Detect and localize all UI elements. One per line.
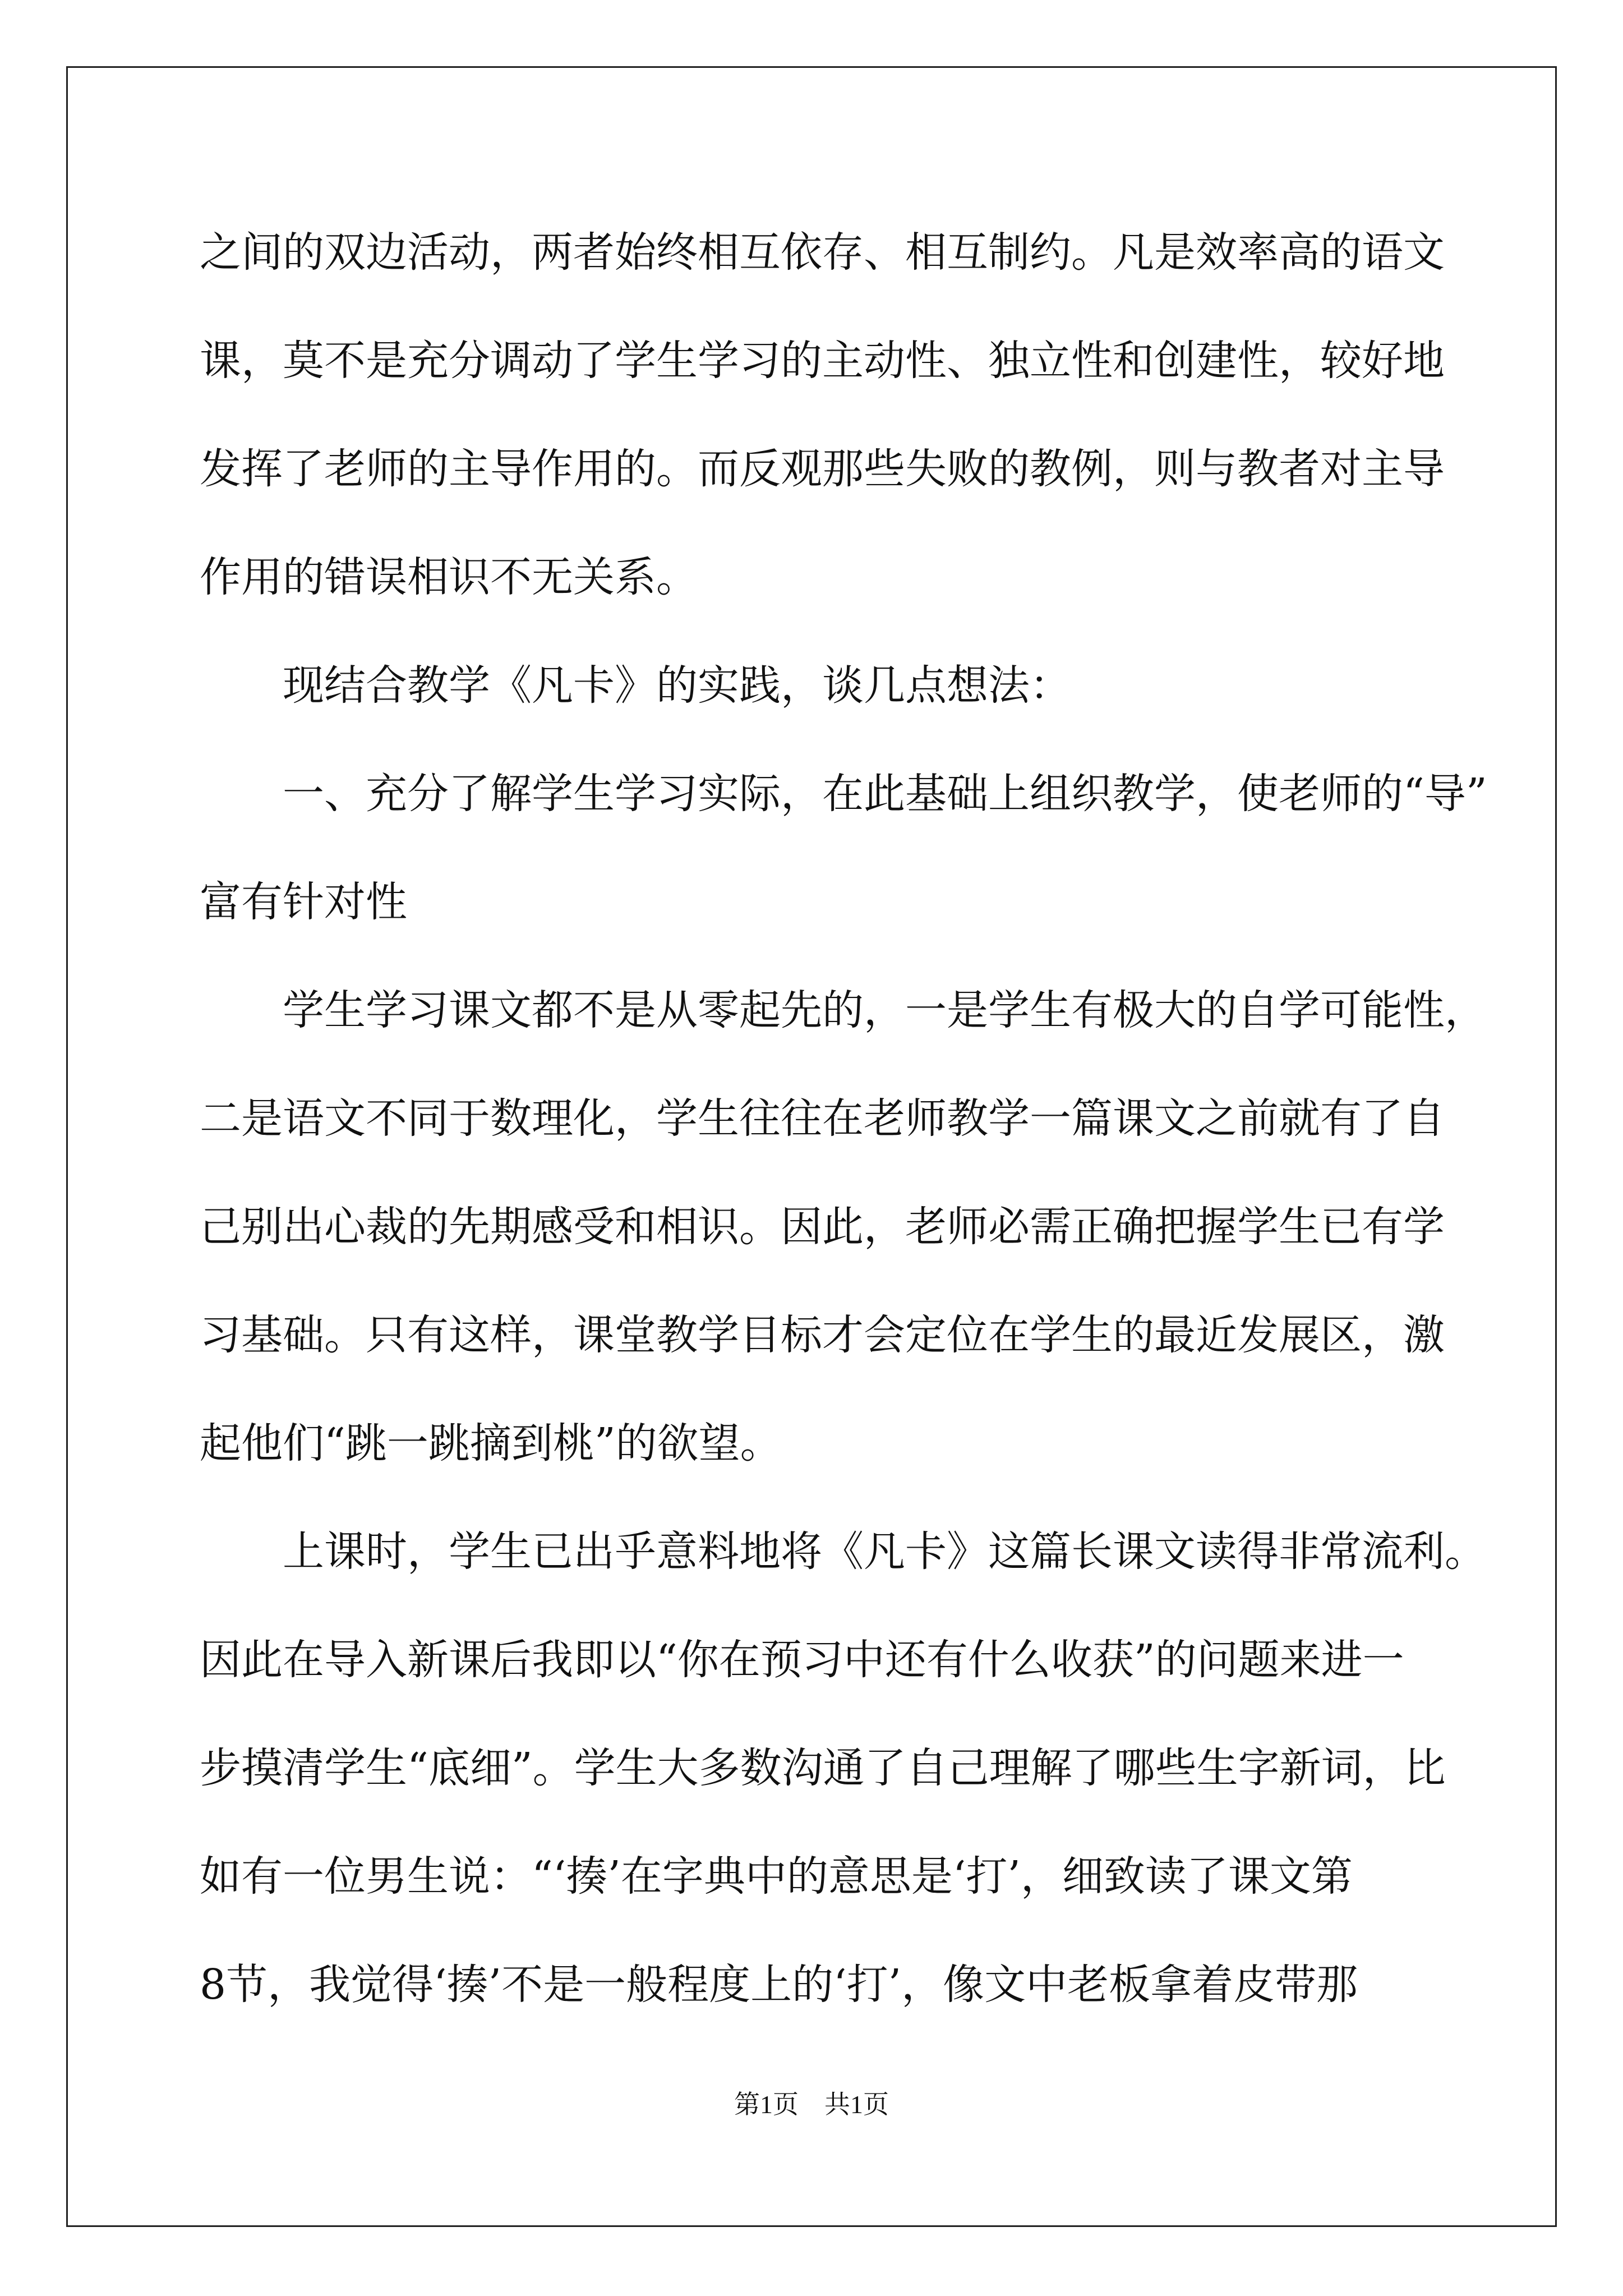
text-line: 学生学习课文都不是从零起先的，一是学生有极大的自学可能性， xyxy=(200,986,1486,1034)
text-line: 起他们“跳一跳摘到桃”的欲望。 xyxy=(200,1419,782,1467)
text-line: 8节，我觉得‘揍’不是一般程度上的‘打’，像文中老板拿着皮带那 xyxy=(200,1961,1358,2009)
text-line: 作用的错误相识不无关系。 xyxy=(200,553,698,601)
text-line: 习基础。只有这样，课堂教学目标才会定位在学生的最近发展区，激 xyxy=(200,1311,1445,1359)
text-line: 因此在导入新课后我即以“你在预习中还有什么收获”的问题来进一 xyxy=(200,1636,1404,1684)
text-line: 一、充分了解学生学习实际，在此基础上组织教学，使老师的“导” xyxy=(200,770,1487,818)
text-line: 步摸清学生“底细”。学生大多数沟通了自己理解了哪些生字新词，比 xyxy=(200,1744,1446,1792)
text-line: 二是语文不同于数理化，学生往往在老师教学一篇课文之前就有了自 xyxy=(200,1094,1445,1143)
text-line: 之间的双边活动，两者始终相互依存、相互制约。凡是效率高的语文 xyxy=(200,228,1445,277)
text-line: 如有一位男生说：“‘揍’在字典中的意思是‘打’，细致读了课文第 xyxy=(200,1852,1353,1901)
text-line: 上课时，学生已出乎意料地将《凡卡》这篇长课文读得非常流利。 xyxy=(200,1527,1486,1576)
text-line: 现结合教学《凡卡》的实践，谈几点想法： xyxy=(200,661,1071,710)
text-line: 富有针对性 xyxy=(200,878,407,926)
page-footer: 第1页 共1页 xyxy=(734,2090,889,2119)
text-line: 课，莫不是充分调动了学生学习的主动性、独立性和创建性，较好地 xyxy=(200,337,1445,385)
text-line: 己别出心裁的先期感受和相识。因此，老师必需正确把握学生已有学 xyxy=(200,1203,1445,1251)
text-line: 发挥了老师的主导作用的。而反观那些失败的教例，则与教者对主导 xyxy=(200,445,1445,493)
